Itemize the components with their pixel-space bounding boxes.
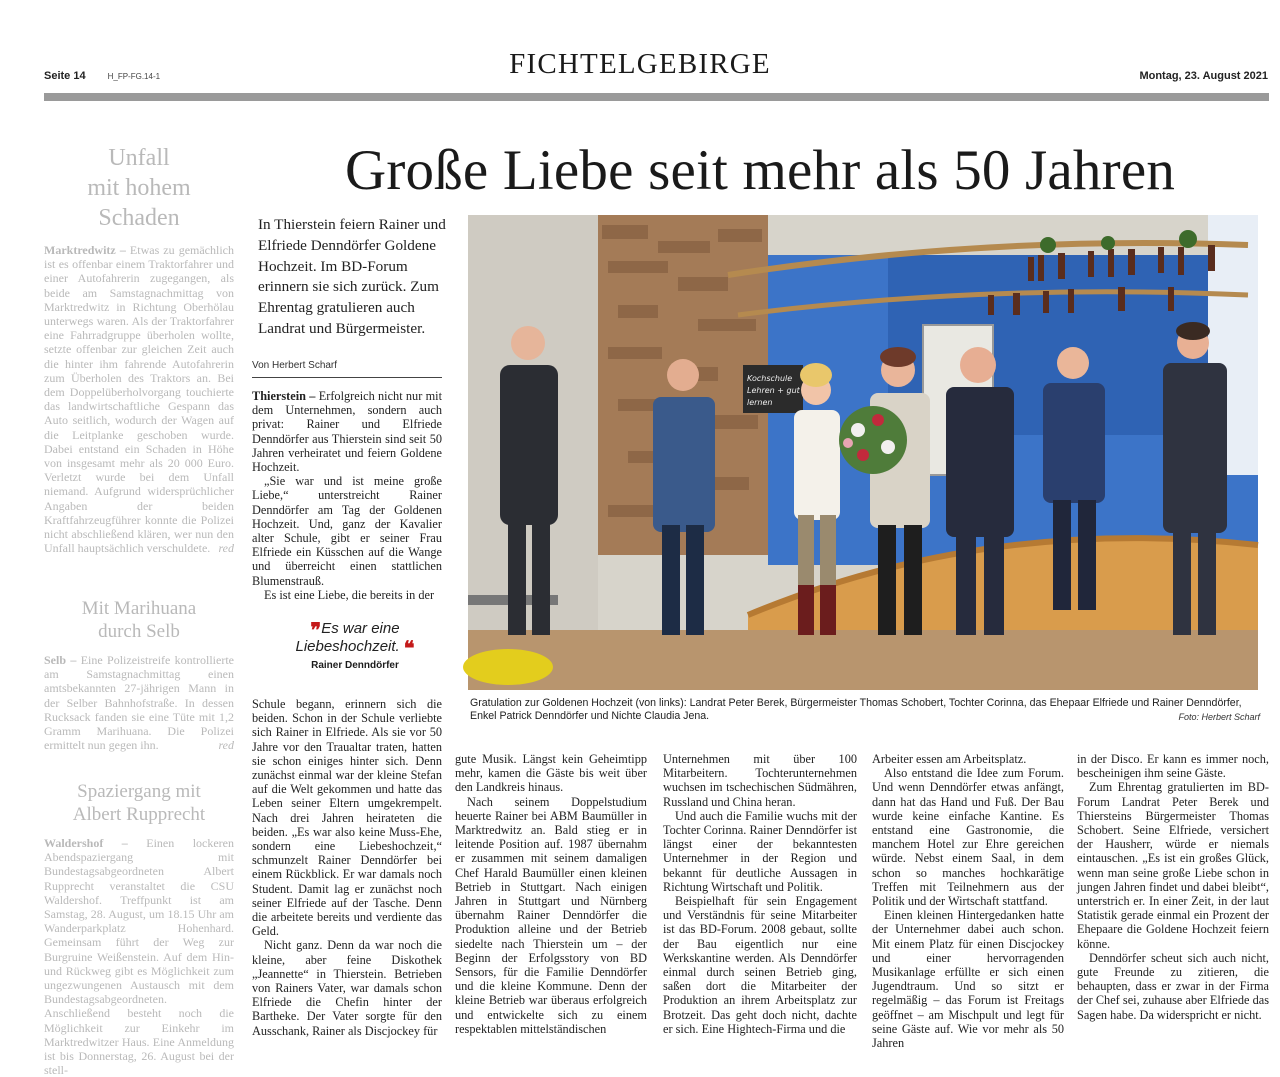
article-headline: Große Liebe seit mehr als 50 Jahren: [344, 139, 1176, 202]
photo-sign-text-1: Kochschule: [747, 374, 793, 383]
article-paragraph: Zum Ehrentag gratulierten im BD-Forum Landrat Peter Berek und Thiersteins Bürgermeister Thomas Schobert. Seine Elfriede, versichert der Hausherr, würde er niemals eintauschen. „Es ist ein großes Glück, wenn man seine große Liebe schon in jungen Jahren findet und dabei bleibt“, unterstrich er. In einer Zeit, in der laut Statistik gerade einmal ein Prozent der Ehepaare die Goldene Hochzeit feiern könne.: [1077, 780, 1269, 951]
page-code: H_FP-FG.14-1: [107, 72, 161, 81]
article-paragraph: Thierstein – Erfolgreich nicht nur mit dem Unternehmen, sondern auch privat: Rainer und Elfriede Denndörfer aus Thierstein sind seit 50 Jahren verheiratet und feiern Goldene Hochzeit.: [252, 389, 442, 475]
sidebar-headline: Unfall mit hohem Schaden: [87, 145, 191, 231]
article-paragraph: Es ist eine Liebe, die bereits in der: [264, 587, 435, 602]
article-column-1b: [252, 697, 442, 1038]
article-paragraph: gute Musik. Längst kein Geheimtipp mehr, kamen die Gäste bis weit über den Landkreis hinaus.: [455, 752, 647, 795]
article-paragraph: Einen kleinen Hintergedanken hatte der Unternehmer dabei auch schon. Mit einem Platz für einen Discjockey und einer hervorragenden Musikanlage erfüllte er sich einen Jugendtraum. Und so sitzt er regelmäßig – das Forum ist Freitags geöffnet – am Mischpult und legt für seine Gäste auf. Wie vor mehr als 50 Jahren: [872, 908, 1064, 1051]
photo-caption: Gratulation zur Goldenen Hochzeit (von links): Landrat Peter Berek, Bürgermeister Thomas Schobert, Tochter Corinna, das Ehepaar Elfriede und Rainer Denndörfer, Enkel Patrick Denndörfer und Nichte Claudia Jena.: [470, 697, 1242, 722]
header-rule: [44, 93, 1269, 101]
article-photo: [468, 215, 1258, 690]
article-author: Von Herbert Scharf: [252, 360, 442, 378]
article-column-2: [455, 752, 647, 1036]
article-column-1: [252, 389, 442, 602]
quote-close-icon: ❝: [403, 636, 415, 660]
sidebar-body: Waldershof – Einen lockeren Abendspaziergang mit Bundestagsabgeordneten Albert Rupprecht veranstaltet die CSU Waldershof. Treffpunkt ist am Samstag, 28. August, um 18.15 Uhr am Wanderparkplatz Hohenhard. Gemeinsam führt der Weg zur Burgruine Weißenstein. Auf dem Hin- und Rückweg gibt es Möglichkeit zum ungezwungenen Austausch mit dem Bundestagsabgeordneten. Anschließend besteht noch die Möglichkeit zur Einkehr im Marktredwitzer Haus. Eine Anmeldung ist bis Donnerstag, 26. August bei der stell-: [44, 836, 234, 1077]
article-paragraph: Nach seinem Doppelstudium heuerte Rainer bei ABM Baumüller in Marktredwitz an. Bald stieg er in leitende Position auf. 1987 übernahm er zusammen mit seinem damaligen Chef Harald Baumüller einen kleinen Betrieb in Stuttgart. Nach einigen Jahren in Stuttgart und Nürnberg übernahm Rainer Denndörfer die Produktion alleine und der Betrieb siedelte nach Thierstein um – der Beginn der Erfolgsstory von BD Sensors, für die Familie Denndörfer und die kleine Kommune. Denn der kleine Betrieb war überaus erfolgreich und entwickelte sich zu einem respektablen mittelständischen: [455, 794, 647, 1036]
sidebar-article-marihuana: [44, 597, 234, 752]
issue-date: Montag, 23. August 2021: [1139, 70, 1268, 82]
photo-sign-text-2: Lehren + gut: [747, 386, 800, 395]
sidebar-body: Marktredwitz – Etwas zu gemächlich ist es offenbar einem Traktorfahrer und einer Autofahrerin zugegangen, als beide am Samstagnachmittag von Marktredwitz in Richtung Oberhölau unterwegs waren. Als der Traktorfahrer eine Fahrradgruppe überholen wollte, setzte offenbar zur gleichen Zeit auch die hinter ihm fahrende Autofahrerin zum Überholen des Traktors an. Bei dem Doppelüberholvorgang touchierte das landwirtschaftliche Gespann das Auto seitlich, wodurch der Wagen auf die Leitplanke geschoben wurde. Dabei entstand ein Schaden in Höhe von insgesamt mehr als 20 000 Euro. Verletzt wurde bei dem Unfall niemand. Aufgrund widersprüchlicher Angaben der beiden Kraftfahrzeugführer konnte die Polizei nicht abschließend klären, wer nun den Unfall hauptsächlich verschuldete. red: [44, 243, 234, 556]
photo-sign-text-3: lernen: [747, 398, 773, 407]
article-paragraph: Also entstand die Idee zum Forum. Und wenn Denndörfer etwas anfängt, dann hat das Hand und Fuß. Der Bau wurde keine einfache Kantine. Es entstand eine Gastronomie, die manchem Hotel zur Ehre gereichen würde. Nebst einem Saal, in dem schon so manches hochkarätige Treffen mit Teilnehmern aus der Politik und der Wirtschaft stattfand.: [872, 766, 1064, 909]
pull-quote-text: Es war eine Liebeshochzeit.: [295, 620, 400, 655]
article-paragraph: Schule begann, erinnern sich die beiden. Schon in der Schule verliebte sich Rainer in Elfriede. Als sie vor 50 Jahre vor den Traualtar traten, hatten sie schon einiges hinter sich. Denn zunächst einmal war der kleine Stefan auf die Welt gekommen und hatte das Leben seiner Eltern umgekrempelt. Nach drei Jahren heirateten die beiden. „Es war also keine Muss-Ehe, sondern eine Liebeshochzeit,“ schmunzelt Rainer Denndörfer bei einem Rückblick. Er war damals noch Student. Damit lag er zunächst noch seiner Elfriede auf der Tasche. Denn die arbeitete bereits und verdiente das Geld.: [252, 697, 442, 939]
section-title: FICHTELGEBIRGE: [509, 48, 771, 80]
sidebar-article-accident: [44, 143, 234, 555]
article-paragraph: Unternehmen mit über 100 Mitarbeitern. Tochterunternehmen wuchsen im tschechischen Südmähren, Russland und China heran.: [663, 752, 857, 809]
page-number: Seite 14 H_FP-FG.14-1: [44, 70, 161, 82]
article-column-3: [663, 752, 857, 1036]
article-paragraph: Beispielhaft für sein Engagement und Verständnis für seine Mitarbeiter ist das BD-Forum. 2008 gebaut, sollte der Bau eigentlich nur eine Werkskantine werden. Als Denndörfer einmal durch seinen Betrieb ging, saßen dort die Mitarbeiter der Produktion an ihrem Arbeitsplatz zur Brotzeit. Das geht doch nicht, dachte er sich. Eine Hightech-Firma und die: [663, 894, 857, 1036]
article-paragraph: Denndörfer scheut sich auch nicht, gute Freunde zu zitieren, die behaupten, dass er zwar in der Firma der Chef sei, zuhause aber Elfriede das Sagen habe. Da widerspricht er nicht.: [1077, 950, 1269, 1022]
sidebar-body: Selb – Eine Polizeistreife kontrollierte am Samstagnachmittag einen amtsbekannten 27-jährigen Mann in der Selber Bahnhofstraße. In dessen Rucksack fanden sie eine Tüte mit 1,2 Gramm Marihuana. Die Polizei ermittelt nun gegen ihn. red: [44, 653, 234, 753]
article-paragraph: „Sie war und ist meine große Liebe,“ unterstreicht Rainer Denndörfer am Tag der Goldenen Hochzeit. Und, ganz der Kavalier alter Schule, gibt er seiner Frau Elfriede ein Küsschen auf die Wange und überreicht einen stattlichen Blumenstrauß.: [252, 474, 442, 588]
photo-credit: Foto: Herbert Scharf: [1178, 712, 1260, 722]
quote-open-icon: ❞: [310, 618, 322, 642]
sidebar-article-walk: [44, 780, 234, 1077]
pull-quote: [290, 620, 420, 671]
article-paragraph: Und auch die Familie wuchs mit der Tochter Corinna. Rainer Denndörfer ist längst einer der bekanntesten Unternehmer in der Region und bekannt für deutliche Aussagen in Richtung Wirtschaft und Politik.: [663, 808, 857, 894]
article-paragraph: Arbeiter essen am Arbeitsplatz.: [872, 752, 1027, 766]
article-paragraph: in der Disco. Er kann es immer noch, bescheinigen ihm seine Gäste.: [1077, 752, 1269, 781]
article-teaser: In Thierstein feiern Rainer und Elfriede Denndörfer Goldene Hochzeit. Im BD-Forum erinnern sie sich zurück. Zum Ehrentag gratulieren auch Landrat und Bürgermeister.: [258, 216, 446, 337]
article-column-4: [872, 752, 1064, 1050]
pull-quote-author: Rainer Denndörfer: [311, 660, 399, 671]
sidebar-headline: Mit Marihuana durch Selb: [81, 598, 197, 642]
sidebar-headline: Spaziergang mit Albert Rupprecht: [72, 781, 206, 825]
article-paragraph: Nicht ganz. Denn da war noch die kleine, aber feine Diskothek „Jeannette“ in Thierstein. Betrieben von Rainers Vater, war damals schon Elfriede die Chefin hinter der Bartheke. Der Vater sorgte für den Ausschank, Rainer als Discjockey für: [252, 938, 442, 1038]
article-column-5: [1077, 752, 1269, 1022]
